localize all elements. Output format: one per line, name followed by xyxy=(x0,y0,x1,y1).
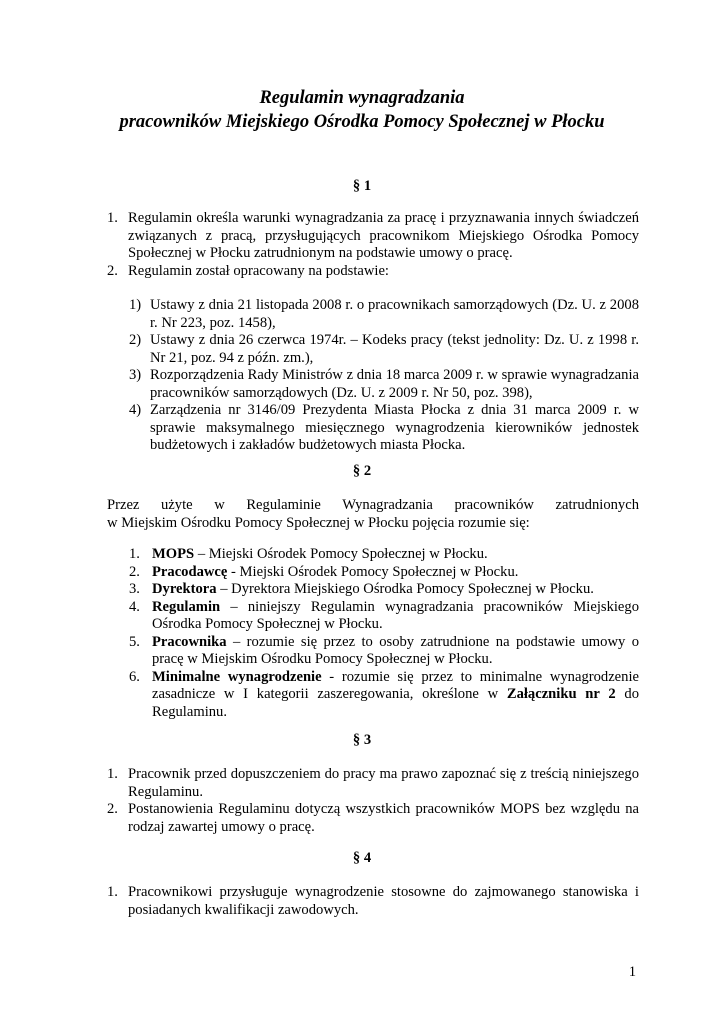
item-text: Regulamin określa warunki wynagradzania za pracę i przyznawania innych świadczeń związanych z pracą, przysługujących pracownikom Miejskiego Ośrodka Pomocy Społecznej w Płocku zatrudnionym na podstawie umowy o pracę. xyxy=(128,210,639,261)
section-3-list xyxy=(107,766,639,836)
term: Minimalne wynagrodzenie xyxy=(152,668,322,685)
section-2-heading: § 2 xyxy=(352,463,372,479)
list-item xyxy=(129,599,639,634)
term: Pracodawcę xyxy=(152,563,228,580)
title-line-1: Regulamin wynagradzania xyxy=(259,88,465,108)
list-item xyxy=(107,884,639,919)
list-item xyxy=(129,367,639,402)
section-1-list xyxy=(107,210,639,280)
definition: – Miejski Ośrodek Pomocy Społecznej w Płocku. xyxy=(194,546,488,562)
section-4-heading: § 4 xyxy=(352,850,372,866)
item-text: Postanowienia Regulaminu dotyczą wszystkich pracowników MOPS bez względu na rodzaj zawartej umowy o pracę. xyxy=(128,801,639,835)
list-item xyxy=(129,581,639,599)
list-item xyxy=(107,801,639,836)
definition: – niniejszy Regulamin wynagradzania pracowników Miejskiego Ośrodka Pomocy Społecznej w Płocku. xyxy=(152,598,639,632)
list-item xyxy=(107,263,639,281)
definition: - rozumie się przez to minimalne wynagrodzenie zasadnicze w I kategorii zaszeregowania, określone w xyxy=(152,668,639,702)
item-number: 4. xyxy=(129,598,140,615)
item-number: 2) xyxy=(129,332,142,348)
item-number: 4) xyxy=(129,402,142,418)
item-number: 5. xyxy=(129,633,140,650)
list-item xyxy=(129,669,639,722)
item-number: 3. xyxy=(129,581,140,597)
definition: - Miejski Ośrodek Pomocy Społecznej w Płocku. xyxy=(227,563,519,580)
section-1-heading: § 1 xyxy=(352,178,372,194)
item-number: 1. xyxy=(107,210,118,226)
list-item xyxy=(129,634,639,669)
section-3-heading: § 3 xyxy=(352,732,372,748)
list-item xyxy=(129,332,639,367)
attachment-reference: Załączniku nr 2 xyxy=(506,686,616,702)
item-text: Regulamin został opracowany na podstawie: xyxy=(128,262,389,279)
item-text: Ustawy z dnia 26 czerwca 1974r. – Kodeks pracy (tekst jednolity: Dz. U. z 1998 r. Nr 21, poz. 94 z późn. zm.), xyxy=(150,332,639,366)
item-number: 2. xyxy=(129,563,140,580)
section-2-definitions xyxy=(129,546,639,721)
item-text: Pracownik przed dopuszczeniem do pracy ma prawo zapoznać się z treścią niniejszego Regulaminu. xyxy=(128,766,639,800)
item-text: Ustawy z dnia 21 listopada 2008 r. o pracownikach samorządowych (Dz. U. z 2008 r. Nr 223, poz. 1458), xyxy=(150,297,639,331)
definition: – Dyrektora Miejskiego Ośrodka Pomocy Społecznej w Płocku. xyxy=(216,581,594,597)
item-number: 1. xyxy=(107,766,118,782)
term: Pracownika xyxy=(152,633,227,650)
list-item xyxy=(129,546,639,564)
item-number: 2. xyxy=(107,801,118,817)
intro-line-1: Przez użyte w Regulaminie Wynagradzania pracowników zatrudnionych xyxy=(107,497,639,513)
section-2-intro xyxy=(107,497,639,532)
section-1-sublist xyxy=(129,297,639,455)
item-number: 1. xyxy=(107,884,118,900)
list-item xyxy=(129,402,639,455)
term: MOPS xyxy=(152,546,195,562)
definition-end: do Regulaminu. xyxy=(152,686,639,720)
page-number: 1 xyxy=(628,964,636,980)
section-4-list xyxy=(107,884,639,919)
definition: – rozumie się przez to osoby zatrudnione na podstawie umowy o pracę w Miejskim Ośrodku Pomocy Społecznej w Płocku. xyxy=(152,633,639,667)
item-text: Pracownikowi przysługuje wynagrodzenie stosowne do zajmowanego stanowiska i posiadanych kwalifikacji zawodowych. xyxy=(128,884,639,918)
item-number: 3) xyxy=(129,367,142,383)
list-item xyxy=(107,210,639,263)
list-item xyxy=(129,564,639,582)
document-title xyxy=(0,86,724,134)
item-number: 1. xyxy=(129,546,140,562)
item-number: 6. xyxy=(129,668,140,685)
item-text: Rozporządzenia Rady Ministrów z dnia 18 marca 2009 r. w sprawie wynagradzania pracowników samorządowych (Dz. U. z 2009 r. Nr 50, poz. 398), xyxy=(150,367,639,401)
list-item xyxy=(107,766,639,801)
item-number: 1) xyxy=(129,297,142,313)
intro-line-2: w Miejskim Ośrodku Pomocy Społecznej w Płocku pojęcia rozumie się: xyxy=(107,514,530,531)
term: Dyrektora xyxy=(152,581,217,597)
title-line-2: pracowników Miejskiego Ośrodka Pomocy Społecznej w Płocku xyxy=(119,112,605,132)
item-number: 2. xyxy=(107,262,118,279)
list-item xyxy=(129,297,639,332)
item-text: Zarządzenia nr 3146/09 Prezydenta Miasta Płocka z dnia 31 marca 2009 r. w sprawie maksymalnego miesięcznego wynagrodzenia kierowników jednostek budżetowych i zakładów budżetowych miasta Płocka. xyxy=(150,402,639,453)
term: Regulamin xyxy=(152,598,221,615)
